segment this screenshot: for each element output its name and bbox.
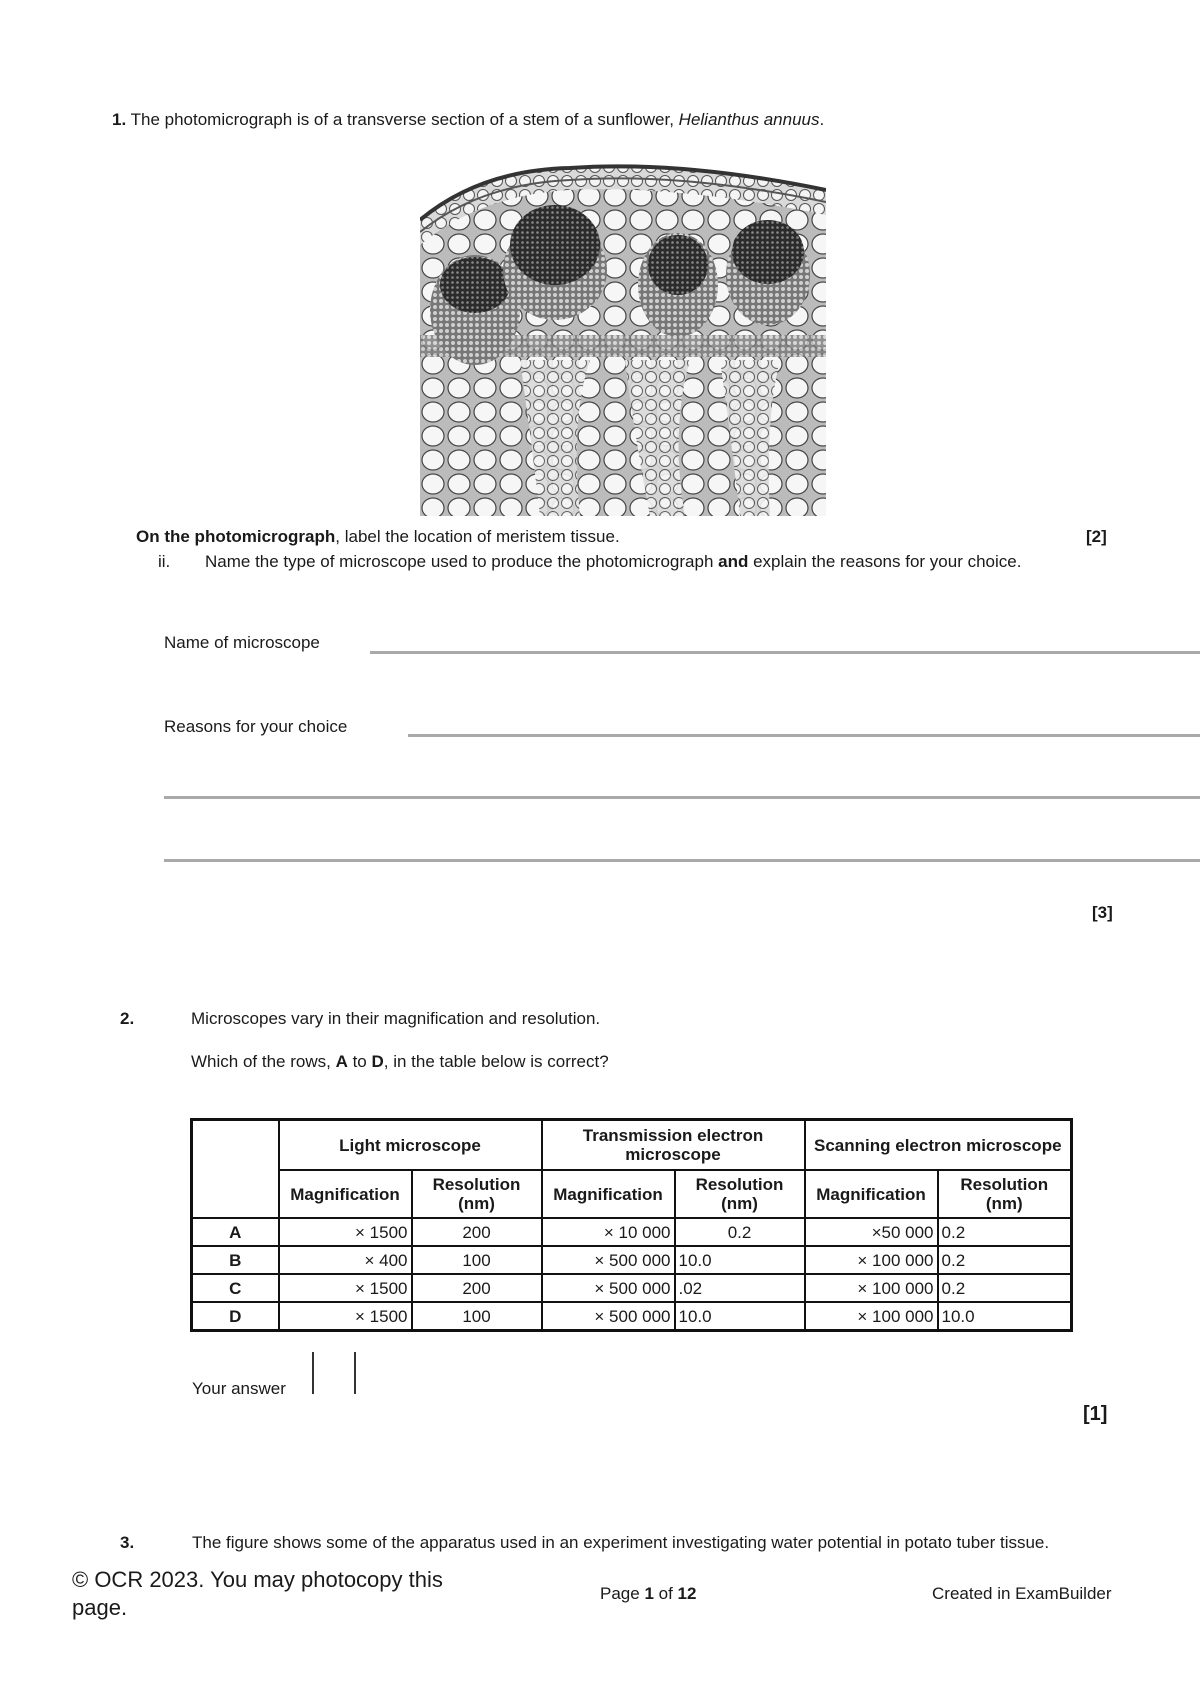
row-label: A <box>192 1218 279 1246</box>
table-cell: 0.2 <box>938 1274 1072 1302</box>
table-row <box>192 1246 1072 1274</box>
group-header: Light microscope <box>279 1120 542 1171</box>
species-name: Helianthus annuus <box>678 110 820 129</box>
question-1-part-ii <box>205 552 1021 572</box>
table-cell: × 100 000 <box>805 1302 938 1331</box>
table-cell: × 1500 <box>279 1302 412 1331</box>
table-cell: 200 <box>412 1218 542 1246</box>
sub-header: Resolution (nm) <box>675 1170 805 1218</box>
part-ii-text: Name the type of microscope used to produce the photomicrograph <box>205 552 719 571</box>
table-cell: × 100 000 <box>805 1274 938 1302</box>
table-cell: 10.0 <box>675 1246 805 1274</box>
q2-line2-e: , in the table below is correct? <box>383 1052 609 1071</box>
table-row <box>192 1274 1072 1302</box>
page-current: 1 <box>644 1584 654 1603</box>
table-cell: × 500 000 <box>542 1302 675 1331</box>
table-cell: 100 <box>412 1302 542 1331</box>
table-cell: 0.2 <box>675 1218 805 1246</box>
table-cell: × 1500 <box>279 1218 412 1246</box>
question-1-stem <box>112 110 824 130</box>
part-i-marks: [2] <box>1086 527 1107 546</box>
table-row <box>192 1218 1072 1246</box>
table-row <box>192 1302 1072 1331</box>
copyright-line-2: page. <box>72 1595 128 1620</box>
created-in-exambuilder: Created in ExamBuilder <box>932 1584 1112 1603</box>
answer-box[interactable] <box>314 1352 354 1394</box>
q2-line2-a: Which of the rows, <box>191 1052 336 1071</box>
table-cell: × 400 <box>279 1246 412 1274</box>
table-cell: 200 <box>412 1274 542 1302</box>
sub-header: Magnification <box>542 1170 675 1218</box>
table-cell: × 500 000 <box>542 1274 675 1302</box>
name-of-microscope-label: Name of microscope <box>164 633 320 652</box>
part-ii-numeral: ii. <box>158 552 171 571</box>
name-of-microscope-line[interactable] <box>370 651 1200 654</box>
table-cell: × 500 000 <box>542 1246 675 1274</box>
sub-header: Magnification <box>279 1170 412 1218</box>
row-label: C <box>192 1274 279 1302</box>
copyright-notice <box>72 1566 512 1622</box>
page-total: 12 <box>677 1584 697 1603</box>
reasons-line-1[interactable] <box>408 734 1200 737</box>
table-cell: 0.2 <box>938 1246 1072 1274</box>
question-2-number: 2. <box>120 1009 135 1028</box>
table-corner <box>192 1120 279 1219</box>
question-1-intro: The photomicrograph is of a transverse section of a stem of a sunflower, <box>130 110 679 129</box>
reasons-line-3[interactable] <box>164 859 1200 862</box>
reasons-label: Reasons for your choice <box>164 717 348 736</box>
question-1-period: . <box>819 110 825 129</box>
question-3-number: 3. <box>120 1533 135 1552</box>
part-i-text: , label the location of meristem tissue. <box>335 527 620 546</box>
q2-line2-c: to <box>347 1052 372 1071</box>
table-cell: 10.0 <box>938 1302 1072 1331</box>
table-cell: × 1500 <box>279 1274 412 1302</box>
q2-line2-b: A <box>335 1052 348 1071</box>
table-cell: × 10 000 <box>542 1218 675 1246</box>
page-number <box>600 1584 696 1604</box>
q2-line2-d: D <box>371 1052 384 1071</box>
row-label: B <box>192 1246 279 1274</box>
table-cell: .02 <box>675 1274 805 1302</box>
question-2-line-1: Microscopes vary in their magnification and resolution. <box>191 1009 601 1028</box>
question-2-line-2 <box>191 1052 609 1072</box>
group-header: Transmission electron microscope <box>542 1120 805 1171</box>
row-label: D <box>192 1302 279 1331</box>
group-header: Scanning electron microscope <box>805 1120 1072 1171</box>
part-ii-text-end: explain the reasons for your choice. <box>748 552 1022 571</box>
page-of: of <box>653 1584 678 1603</box>
answer-box-right-edge <box>354 1352 356 1394</box>
copyright-line-1: © OCR 2023. You may photocopy this <box>72 1567 443 1592</box>
table-cell: 0.2 <box>938 1218 1072 1246</box>
your-answer-label: Your answer <box>192 1379 286 1398</box>
stem-cross-section-micrograph-image <box>420 160 826 516</box>
part-ii-marks: [3] <box>1092 903 1113 922</box>
question-1-part-i <box>136 527 620 547</box>
microscope-table <box>190 1118 1073 1332</box>
table-cell: × 100 000 <box>805 1246 938 1274</box>
question-2-marks: [1] <box>1083 1403 1108 1425</box>
part-ii-bold: and <box>718 552 749 571</box>
table-cell: 10.0 <box>675 1302 805 1331</box>
table-cell: 100 <box>412 1246 542 1274</box>
question-3-text: The figure shows some of the apparatus used in an experiment investigating water potential in potato tuber tissue. <box>192 1533 1050 1552</box>
reasons-line-2[interactable] <box>164 796 1200 799</box>
sub-header: Magnification <box>805 1170 938 1218</box>
sub-header: Resolution (nm) <box>412 1170 542 1218</box>
sub-header: Resolution (nm) <box>938 1170 1072 1218</box>
page-prefix: Page <box>600 1584 645 1603</box>
table-cell: ×50 000 <box>805 1218 938 1246</box>
question-1-number: 1. <box>112 110 127 129</box>
part-i-lead: On the photomicrograph <box>136 527 336 546</box>
